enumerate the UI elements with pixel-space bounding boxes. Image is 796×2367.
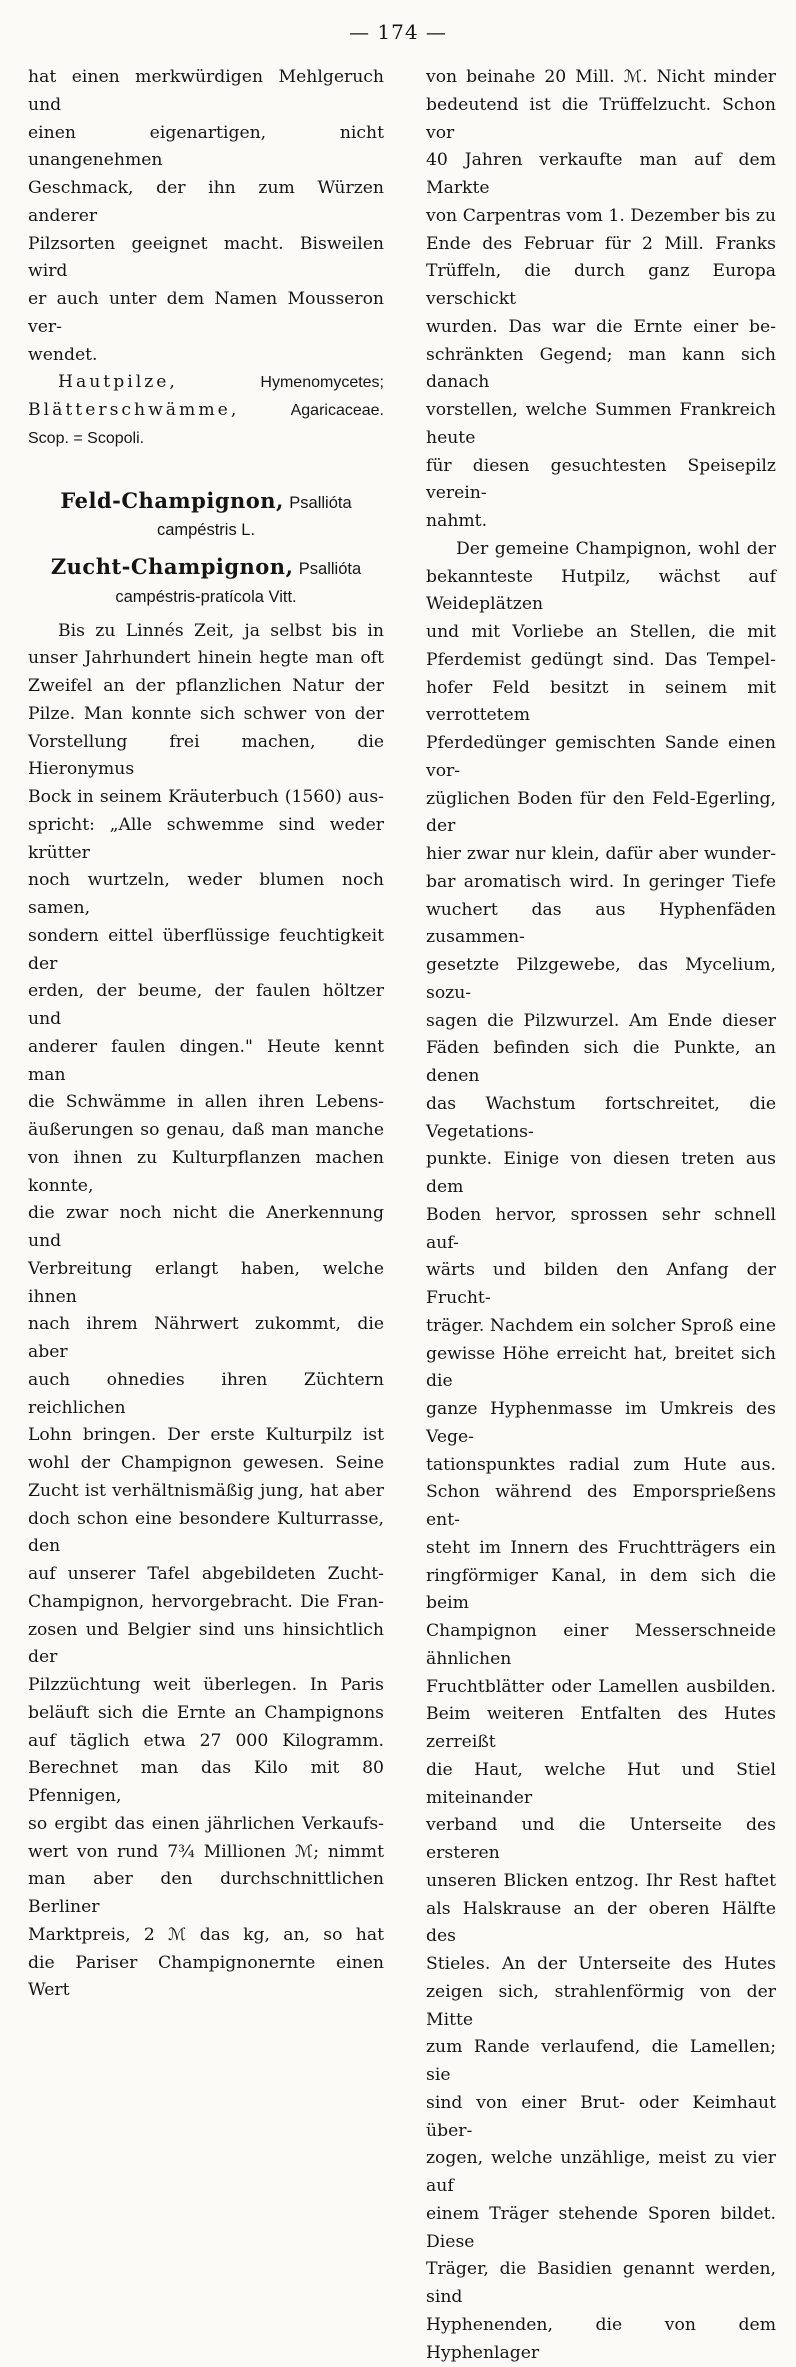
text-line: als Halskrause an der oberen Hälfte des (426, 1898, 776, 1947)
intro-paragraph (28, 64, 384, 369)
text-line: Boden hervor, sprossen sehr schnell auf- (426, 1204, 776, 1253)
heading-latin-name: Psallióta (298, 560, 362, 578)
text-line: sind von einer Brut- oder Keimhaut über- (426, 2092, 776, 2141)
text-line: von beinahe 20 Mill. ℳ. Nicht minder (426, 67, 776, 87)
text-line: die Pariser Champignonernte einen Wert (28, 1952, 384, 2001)
text-line: auch ohnedies ihren Züchtern reichlichen (28, 1369, 384, 1418)
text-line: zosen und Belgier sind uns hinsichtlich der (28, 1619, 384, 1668)
body-paragraph (426, 536, 776, 2367)
text-line: beläuft sich die Ernte an Champignons (28, 1702, 384, 1723)
text-line: bedeutend ist die Trüffelzucht. Schon vor (426, 94, 776, 143)
text-line: hat einen merkwürdigen Mehlgeruch und (28, 67, 384, 115)
text-line: nach ihrem Nährwert zukommt, die aber (28, 1314, 384, 1362)
text-line: bar aromatisch wird. In geringer Tiefe (426, 871, 776, 892)
text-line: unser Jahrhundert hinein hegte man oft (28, 648, 384, 669)
abbreviation-de: Blätterschwämme, (28, 400, 240, 420)
text-line: tationspunktes radial zum Hute aus. (426, 1454, 776, 1475)
text-line: zum Rande verlaufend, die Lamellen; sie (426, 2037, 776, 2085)
text-line: Marktpreis, 2 ℳ das kg, an, so hat (28, 1924, 384, 1945)
text-line: die Haut, welche Hut und Stiel miteinander (426, 1759, 776, 1808)
text-line: Ende des Februar für 2 Mill. Franks (426, 233, 776, 254)
text-line: Trüffeln, die durch ganz Europa verschickt (426, 261, 776, 309)
text-line: Verbreitung erlangt haben, welche ihnen (28, 1258, 384, 1307)
text-line: gesetzte Pilzgewebe, das Mycelium, sozu- (426, 955, 776, 1003)
abbreviations-cont (28, 397, 384, 453)
text-line: Pferdemist gedüngt sind. Das Tempel- (426, 649, 776, 670)
text-line: so ergibt das einen jährlichen Verkaufs- (28, 1813, 384, 1834)
text-line: Pilzzüchtung weit überlegen. In Paris (28, 1675, 384, 1695)
text-line: Beim weiteren Entfalten des Hutes zerreißt (426, 1704, 776, 1752)
text-line: zeigen sich, strahlenförmig von der Mitte (426, 1981, 776, 2030)
text-line: nahmt. (426, 511, 488, 531)
heading-latin-name: campéstris L. (156, 521, 256, 540)
heading-latin-name: Psallióta (289, 493, 352, 512)
heading-line (28, 584, 384, 612)
text-line: Lohn bringen. Der erste Kulturpilz ist (28, 1425, 384, 1446)
heading-line (28, 517, 384, 545)
text-line: Champignon einer Messerschneide ähnlichen (426, 1621, 776, 1669)
text-line: von Carpentras vom 1. Dezember bis zu (426, 205, 776, 226)
text-line: für diesen gesuchtesten Speisepilz verein- (426, 455, 776, 504)
text-line: Träger, die Basidien genannt werden, sind (426, 2259, 776, 2307)
body-paragraph (28, 618, 384, 2006)
text-line: züglichen Boden für den Feld-Egerling, der (426, 788, 776, 837)
text-line: wurden. Das war die Ernte einer be- (426, 316, 776, 337)
text-line: noch wurtzeln, weder blumen noch samen, (28, 870, 384, 918)
text-line: Pilze. Man konnte sich schwer von der (28, 703, 384, 724)
text-line: punkte. Einige von diesen treten aus dem (426, 1149, 776, 1197)
text-line: die Schwämme in allen ihren Lebens- (28, 1092, 384, 1113)
text-line: Bis zu Linnés Zeit, ja selbst bis in (58, 620, 384, 641)
text-line: einen eigenartigen, nicht unangenehmen (28, 122, 384, 171)
text-line: Champignon, hervorgebracht. Die Fran- (28, 1591, 384, 1612)
text-line: schränkten Gegend; man kann sich danach (426, 344, 776, 393)
abbreviation-de: Hautpilze, (58, 372, 178, 393)
text-line: bekannteste Hutpilz, wächst auf Weideplätzen (426, 566, 776, 615)
abbreviation-line (28, 397, 384, 425)
text-line: Pilzsorten geeignet macht. Bisweilen wird (28, 233, 384, 282)
text-line: unseren Blicken entzog. Ihr Rest haftet (426, 1870, 776, 1891)
left-column (28, 64, 384, 2005)
text-line: verband und die Unterseite des ersteren (426, 1815, 776, 1863)
right-column (426, 64, 776, 2367)
text-line: und mit Vorliebe an Stellen, die mit (426, 622, 776, 642)
text-line: das Wachstum fortschreitet, die Vegetations- (426, 1093, 776, 1142)
text-line: ringförmiger Kanal, in dem sich die beim (426, 1565, 776, 1614)
text-line: anderer faulen dingen." Heute kennt man (28, 1036, 384, 1085)
text-line: Der gemeine Champignon, wohl der (456, 538, 776, 559)
text-line: spricht: „Alle schwemme sind weder krütter (28, 814, 384, 863)
text-line: Fruchtblätter oder Lamellen ausbilden. (426, 1676, 776, 1697)
heading-latin-name: campéstris-pratícola Vitt. (115, 587, 297, 606)
abbreviation-line (58, 369, 384, 397)
text-line: steht im Innern des Fruchtträgers ein (426, 1537, 776, 1558)
text-line: Vorstellung frei machen, die Hieronymus (28, 731, 384, 780)
abbreviations (28, 369, 384, 397)
text-line: erden, der beume, der faulen höltzer und (28, 981, 384, 1029)
text-line: doch schon eine besondere Kulturrasse, den (28, 1508, 384, 1557)
text-line: 40 Jahren verkaufte man auf dem Markte (426, 150, 776, 198)
text-line: Pferdedünger gemischten Sande einen vor- (426, 733, 776, 781)
text-line: sondern eittel überflüssige feuchtigkeit der (28, 925, 384, 974)
text-line: Bock in seinem Kräuterbuch (1560) aus- (28, 787, 384, 807)
text-line: Zucht ist verhältnismäßig jung, hat aber (28, 1480, 384, 1501)
text-line: vorstellen, welche Summen Frankreich heute (426, 400, 776, 448)
text-line: auf täglich etwa 27 000 Kilogramm. (28, 1730, 384, 1751)
text-line: gewisse Höhe erreicht hat, breitet sich die (426, 1343, 776, 1392)
text-line: wohl der Champignon gewesen. Seine (28, 1453, 384, 1473)
text-line: Zweifel an der pflanzlichen Natur der (28, 676, 384, 696)
text-line: wert von rund 7¾ Millionen ℳ; nimmt (28, 1841, 384, 1862)
text-line: Schon während des Emporsprießens ent- (426, 1482, 776, 1530)
text-line: sagen die Pilzwurzel. Am Ende dieser (426, 1010, 776, 1031)
text-line: von ihnen zu Kulturpflanzen machen konnte, (28, 1147, 384, 1196)
page-number: — 174 — (349, 20, 447, 44)
text-line: hier zwar nur klein, dafür aber wunder- (426, 844, 776, 864)
text-line: Hyphenenden, die von dem Hyphenlager (426, 2314, 776, 2363)
text-line: einem Träger stehende Sporen bildet. Diese (426, 2203, 776, 2252)
heading-line (28, 487, 384, 518)
text-line: Stieles. An der Unterseite des Hutes (426, 1954, 776, 1974)
abbreviation-lat: Hymenomycetes; (260, 374, 384, 392)
heading-german-name: Feld-Champignon, (60, 487, 284, 513)
text-line: wuchert das aus Hyphenfäden zusammen- (426, 899, 776, 948)
text-line: man aber den durchschnittlichen Berliner (28, 1869, 384, 1917)
section-heading (28, 487, 384, 612)
text-line: Fäden befinden sich die Punkte, an denen (426, 1038, 776, 1086)
text-line: auf unserer Tafel abgebildeten Zucht- (28, 1564, 384, 1584)
heading-line (28, 553, 384, 584)
text-line: äußerungen so genau, daß man manche (28, 1120, 384, 1140)
text-line: ganze Hyphenmasse im Umkreis des Vege- (426, 1399, 776, 1447)
abbreviation-lat: Agaricaceae. (290, 402, 384, 419)
text-line: er auch unter dem Namen Mousseron ver- (28, 289, 384, 337)
abbreviation-line: Scop. = Scopoli. (28, 429, 145, 447)
text-line: wendet. (28, 344, 98, 365)
text-line: hofer Feld besitzt in seinem mit verrottetem (426, 677, 776, 726)
text-line: zogen, welche unzählige, meist zu vier auf (426, 2148, 776, 2196)
heading-german-name: Zucht-Champignon, (50, 554, 294, 579)
text-line: Berechnet man das Kilo mit 80 Pfennigen, (28, 1758, 384, 1806)
body-paragraph (426, 64, 776, 536)
text-line: die zwar noch nicht die Anerkennung und (28, 1203, 384, 1251)
text-line: träger. Nachdem ein solcher Sproß eine (426, 1315, 776, 1336)
text-line: wärts und bilden den Anfang der Frucht- (426, 1260, 776, 1308)
text-line: Geschmack, der ihn zum Würzen anderer (28, 178, 384, 226)
